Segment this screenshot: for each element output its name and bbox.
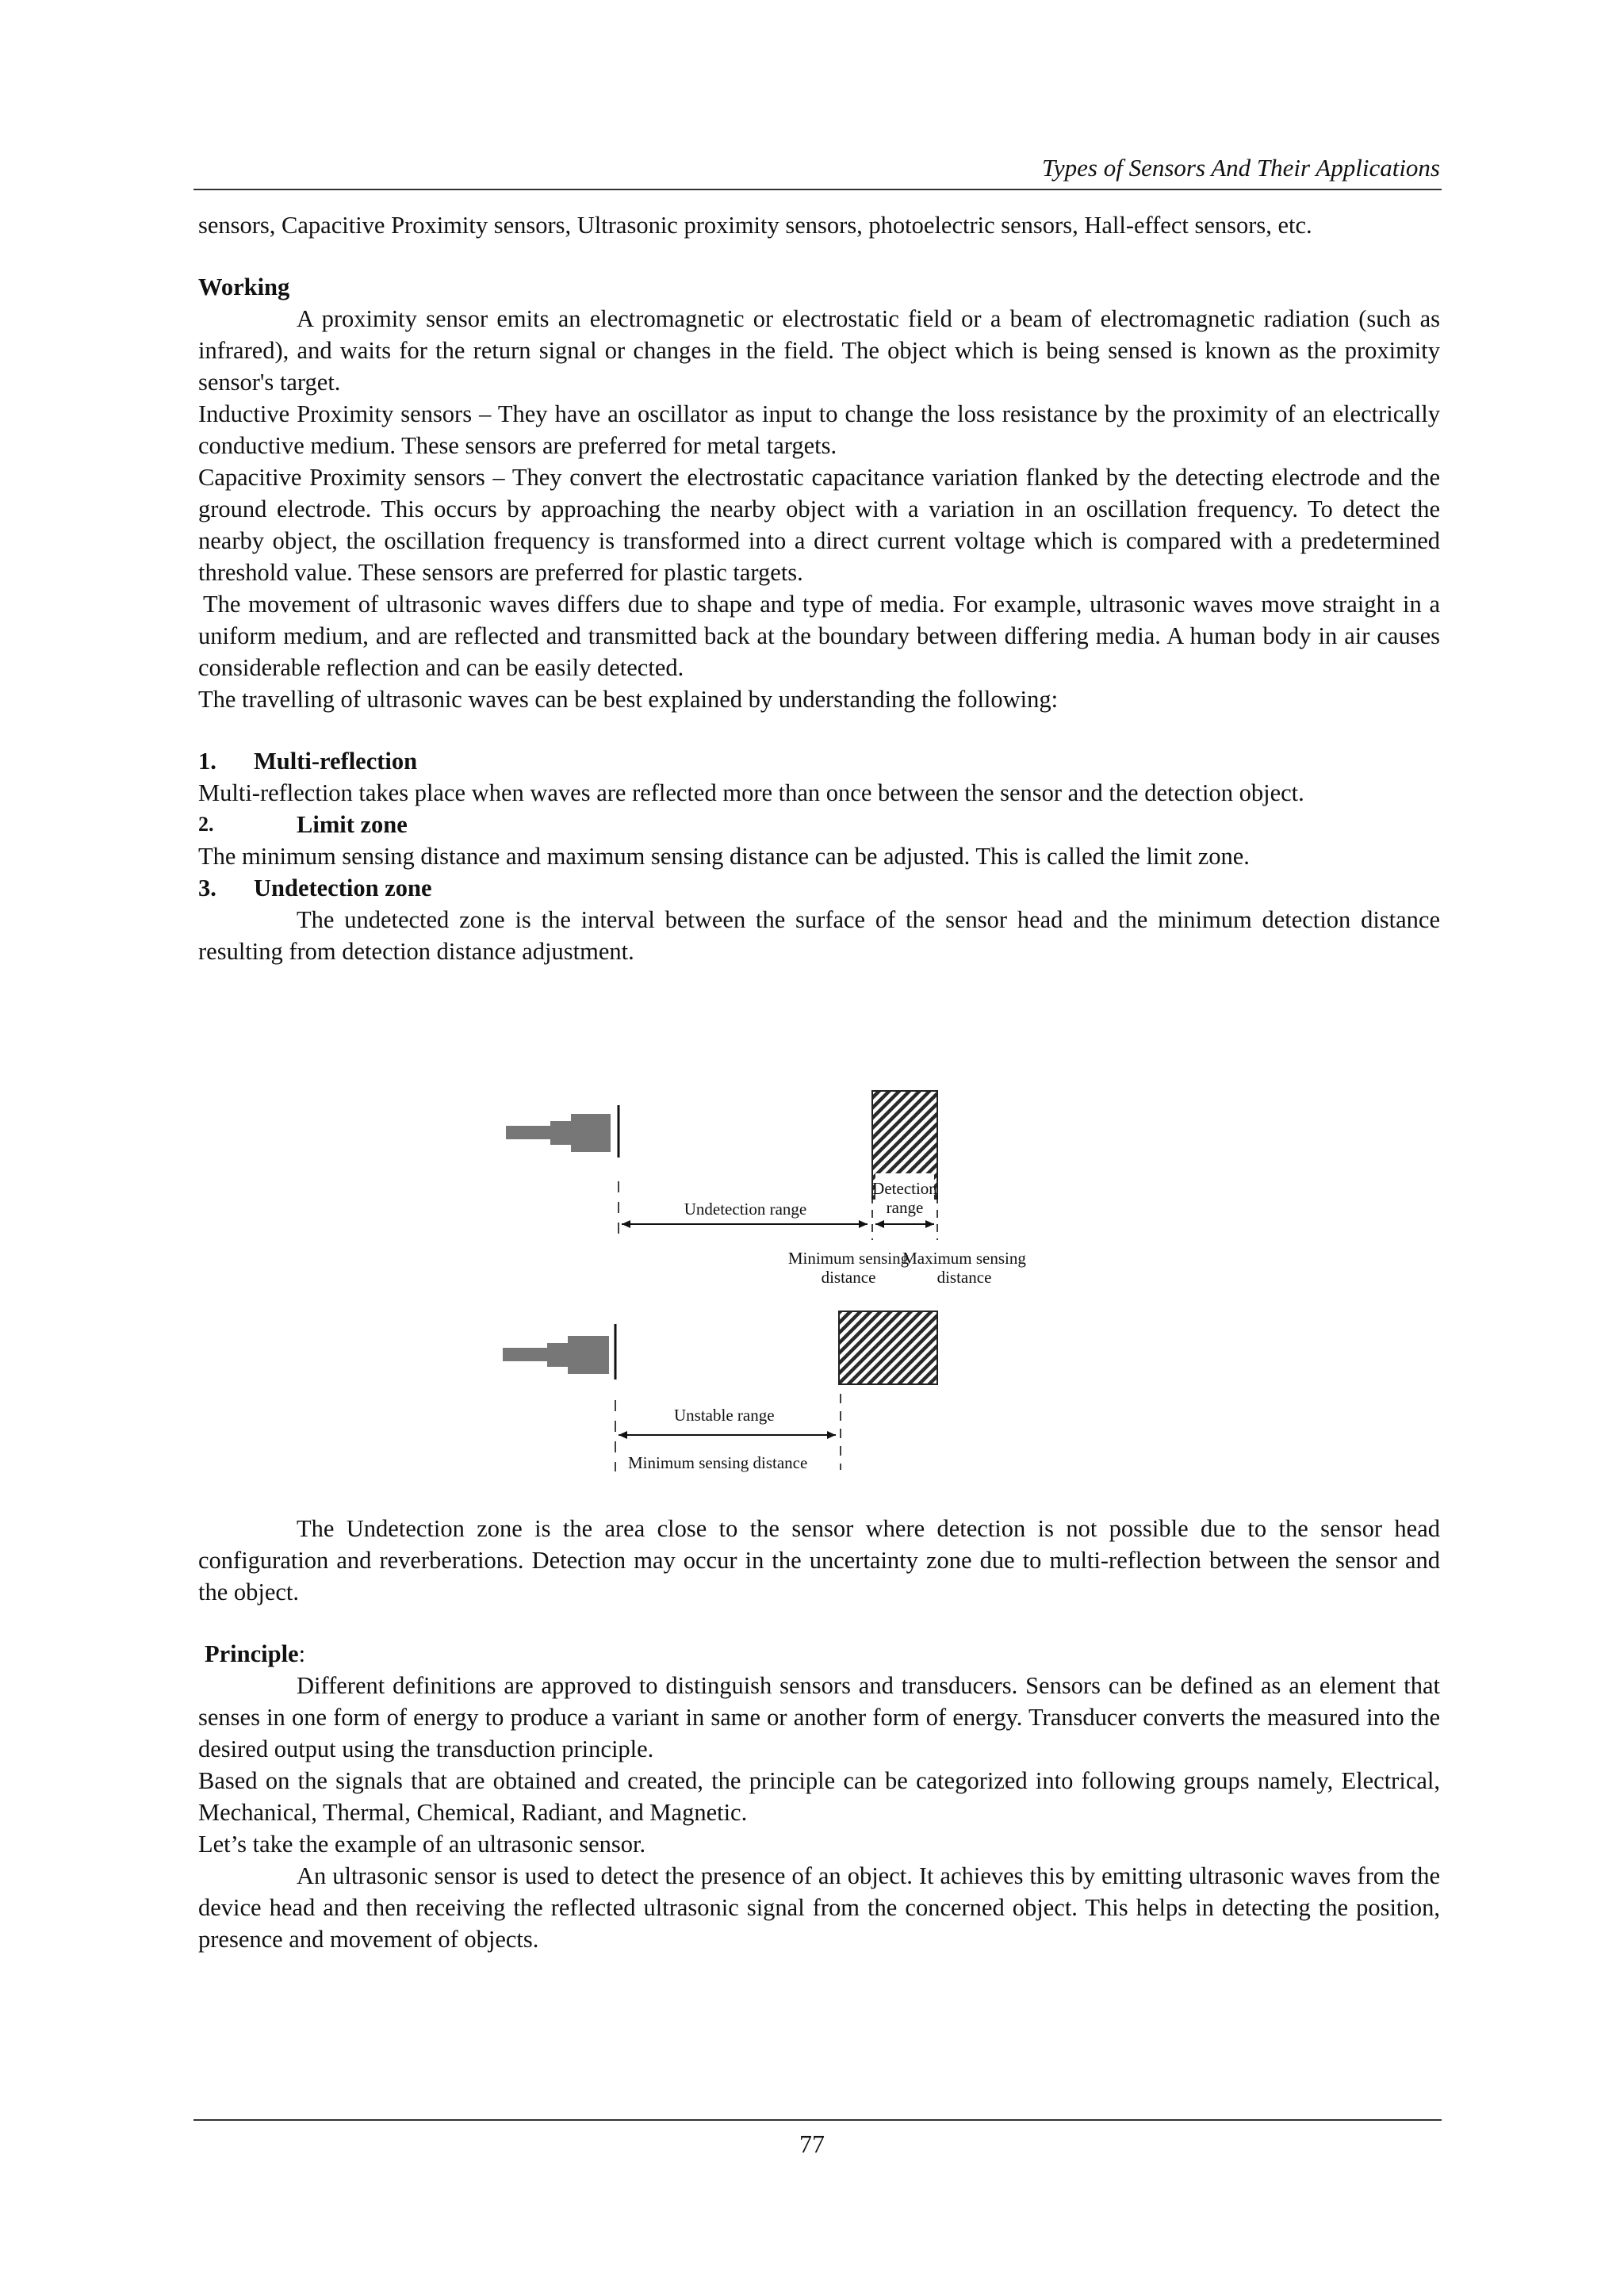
sensing-range-diagram [500,1085,1071,1489]
unstable-range-label: Unstable range [674,1406,775,1425]
minimum-sensing-label: Minimum sensing [787,1249,910,1268]
continuation-paragraph: sensors, Capacitive Proximity sensors, Ultrasonic proximity sensors, photoelectric sensors, Hall-effect sensors, etc. [198,212,1312,239]
principle-heading: Principle [205,1640,299,1667]
principle-paragraph-1: Different definitions are approved to distinguish sensors and transducers. Sensors can be defined as an element that senses in one form of energy to produce a variant in same or another form of energy. Transducer converts the measured into the desired output using the transduction principle. [198,1672,1440,1762]
spacer [198,1608,1440,1638]
page-number: 77 [799,2130,825,2158]
ultrasonic-paragraph: The movement of ultrasonic waves differs due to shape and type of media. For example, ultrasonic waves move straight in a uniform medium, and are reflected and transmitted back at the boundary between differing media. A human body in air causes considerable reflection and can be easily detected. [198,591,1440,681]
maximum-sensing-label: Maximum sensing [902,1249,1026,1268]
working-paragraph: A proximity sensor emits an electromagnetic or electrostatic field or a beam of electromagnetic radiation (such as infrared), and waits for the return signal or changes in the field. The object which is being sensed is known as the proximity sensor's target. [198,305,1440,396]
header-rule [193,189,1442,190]
spacer [198,715,1440,745]
undetection-range-label: Undetection range [684,1200,807,1219]
footer-rule [193,2119,1442,2121]
detection-range-word: range [886,1198,924,1217]
principle-heading-line [205,1638,1440,1670]
spacer [198,241,1440,271]
sensor-top-icon [506,1114,611,1152]
inductive-paragraph: Inductive Proximity sensors – They have an oscillator as input to change the loss resistance by the proximity of an electrically conductive medium. These sensors are preferred for metal targets. [198,400,1440,459]
item-2-text: The minimum sensing distance and maximum sensing distance can be adjusted. This is called the limit zone. [198,843,1250,870]
principle-paragraph-3: Let’s take the example of an ultrasonic sensor. [198,1831,646,1858]
item-3-title: Undetection zone [254,874,432,901]
undetection-zone-paragraph: The Undetection zone is the area close to the sensor where detection is not possible due to the sensor head configuration and reverberations. Detection may occur in the uncertainty zone due to multi-reflection between the sensor and the object. [198,1515,1440,1605]
principle-paragraph-4: An ultrasonic sensor is used to detect the presence of an object. It achieves this by emitting ultrasonic waves from the device head and then receiving the reflected ultrasonic signal from the concerned object. This helps in detecting the position, presence and movement of objects. [198,1862,1440,1953]
item-1-heading [198,745,1440,777]
principle-paragraph-2: Based on the signals that are obtained and created, the principle can be categorized into following groups namely, Electrical, Mechanical, Thermal, Chemical, Radiant, and Magnetic. [198,1767,1440,1826]
item-3-text: The undetected zone is the interval between the surface of the sensor head and the minimum detection distance resulting from detection distance adjustment. [198,906,1440,965]
item-1-title: Multi-reflection [254,748,418,775]
minimum-sensing-distance-word: distance [821,1268,876,1287]
principle-colon: : [298,1640,306,1667]
minimum-sensing-distance-label: Minimum sensing distance [628,1453,808,1472]
sensing-range-figure [500,1085,1071,1489]
capacitive-paragraph: Capacitive Proximity sensors – They convert the electrostatic capacitance variation flanked by the detecting electrode and the ground electrode. This occurs by approaching the nearby object with a variation in an oscillation frequency. To detect the nearby object, the oscillation frequency is transformed into a direct current voltage which is compared with a predetermined threshold value. These sensors are preferred for plastic targets. [198,464,1440,586]
working-heading: Working [198,274,290,300]
item-3-heading [198,872,1440,904]
upper-text-block [198,209,1440,967]
lower-text-block [198,1513,1440,1955]
item-1-number: 1. [198,748,216,775]
item-1-text: Multi-reflection takes place when waves are reflected more than once between the sensor and the detection object. [198,779,1304,806]
target-bottom [839,1311,937,1384]
item-2-heading [198,809,1440,840]
running-title: Types of Sensors And Their Applications [1041,154,1440,182]
sensor-bottom-icon [503,1336,609,1374]
detection-label: Detection [872,1179,937,1198]
item-2-title: Limit zone [297,811,408,838]
travelling-paragraph: The travelling of ultrasonic waves can be best explained by understanding the following: [198,686,1059,713]
item-3-number: 3. [198,874,216,901]
maximum-sensing-distance-word: distance [936,1268,992,1287]
item-2-number: 2. [198,813,214,836]
